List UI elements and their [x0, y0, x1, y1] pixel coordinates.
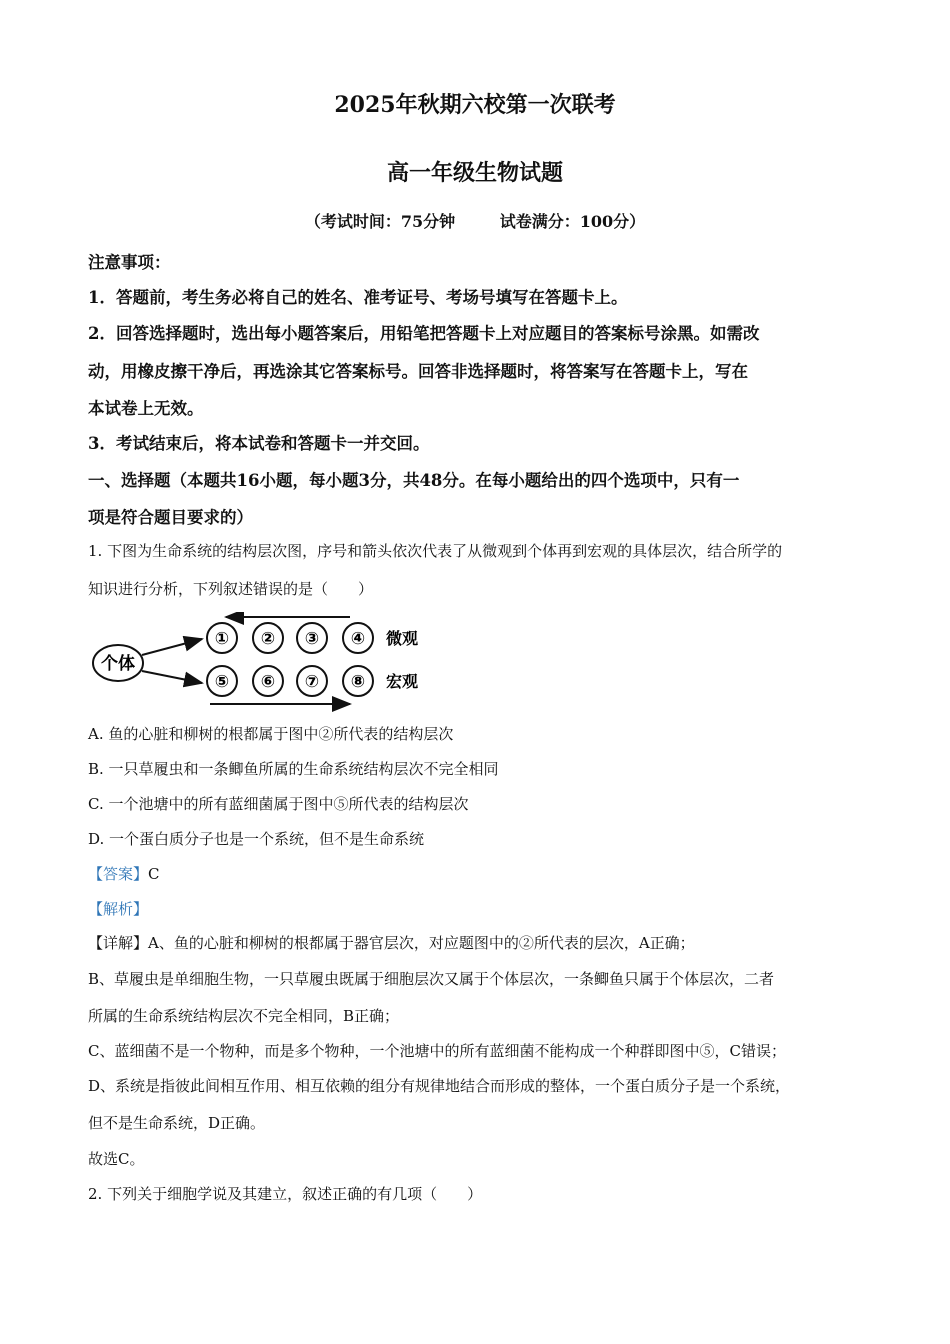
individual-label: 个体: [101, 654, 135, 674]
q1-stem-line-1: 1. 下图为生命系统的结构层次图，序号和箭头依次代表了从微观到个体再到宏观的具体层次，结合所学的: [88, 542, 783, 560]
section1-heading-line-1: 一、选择题（本题共16小题，每小题3分，共48分。在每小题给出的四个选项中，只有一: [88, 471, 740, 490]
level-4: ④: [350, 629, 366, 649]
explain-line-1: 【详解】A、鱼的心脏和柳树的根都属于器官层次，对应题图中的②所代表的层次，A正确；: [88, 934, 695, 952]
notice-item-3: 3．考试结束后，将本试卷和答题卡一并交回。: [88, 434, 430, 453]
q1-option-c: C. 一个池塘中的所有蓝细菌属于图中⑤所代表的结构层次: [88, 795, 469, 813]
notice-item-2-line-2: 动，用橡皮擦干净后，再选涂其它答案标号。回答非选择题时，将答案写在答题卡上，写在: [88, 362, 748, 381]
notice-item-2-line-1: 2．回答选择题时，选出每小题答案后，用铅笔把答题卡上对应题目的答案标号涂黑。如需改: [88, 324, 760, 343]
level-6: ⑥: [260, 672, 276, 692]
level-7: ⑦: [304, 672, 320, 692]
explain-line-3: 所属的生命系统结构层次不完全相同，B正确；: [88, 1007, 400, 1025]
level-8: ⑧: [350, 672, 366, 692]
notice-item-2-line-3: 本试卷上无效。: [88, 399, 204, 418]
q1-answer: [88, 863, 160, 884]
arrow-to-top-row: [142, 639, 202, 655]
q2-stem: 2. 下列关于细胞学说及其建立，叙述正确的有几项（ ）: [88, 1185, 483, 1203]
exam-time-score: （考试时间：75分钟 试卷满分：100分）: [304, 212, 646, 231]
macro-label: 宏观: [386, 672, 419, 691]
exam-subject-title: 高一年级生物试题: [386, 160, 563, 186]
explain-line-6: 但不是生命系统，D正确。: [88, 1114, 266, 1132]
q1-option-b: B. 一只草履虫和一条鲫鱼所属的生命系统结构层次不完全相同: [88, 760, 499, 778]
level-1: ①: [214, 629, 230, 649]
analysis-tag: 【解析】: [88, 900, 149, 918]
answer-value: C: [148, 865, 160, 883]
notice-heading: 注意事项：: [88, 253, 171, 272]
arrow-to-bottom-row: [142, 671, 202, 683]
notice-item-1: 1．答题前，考生务必将自己的姓名、准考证号、考场号填写在答题卡上。: [88, 288, 628, 307]
level-5: ⑤: [214, 672, 230, 692]
explain-line-2: B、草履虫是单细胞生物，一只草履虫既属于细胞层次又属于个体层次，一条鲫鱼只属于个体层次，二者: [88, 970, 775, 988]
q1-option-d: D. 一个蛋白质分子也是一个系统，但不是生命系统: [88, 830, 425, 848]
level-2: ②: [260, 629, 276, 649]
exam-title: 2025年秋期六校第一次联考: [334, 92, 616, 118]
life-system-diagram: [88, 612, 438, 712]
micro-label: 微观: [386, 629, 419, 648]
explain-line-5: D、系统是指彼此间相互作用、相互依赖的组分有规律地结合而形成的整体，一个蛋白质分子是一个系统，: [88, 1077, 791, 1095]
q1-option-a: A. 鱼的心脏和柳树的根都属于图中②所代表的结构层次: [88, 725, 454, 743]
explain-line-7: 故选C。: [88, 1150, 145, 1168]
q1-stem-line-2: 知识进行分析，下列叙述错误的是（ ）: [88, 580, 374, 598]
answer-tag: 【答案】: [88, 865, 149, 883]
explain-line-4: C、蓝细菌不是一个物种，而是多个物种，一个池塘中的所有蓝细菌不能构成一个种群即图中⑤，C错误；: [88, 1042, 786, 1060]
level-3: ③: [304, 629, 320, 649]
section1-heading-line-2: 项是符合题目要求的）: [88, 508, 253, 527]
